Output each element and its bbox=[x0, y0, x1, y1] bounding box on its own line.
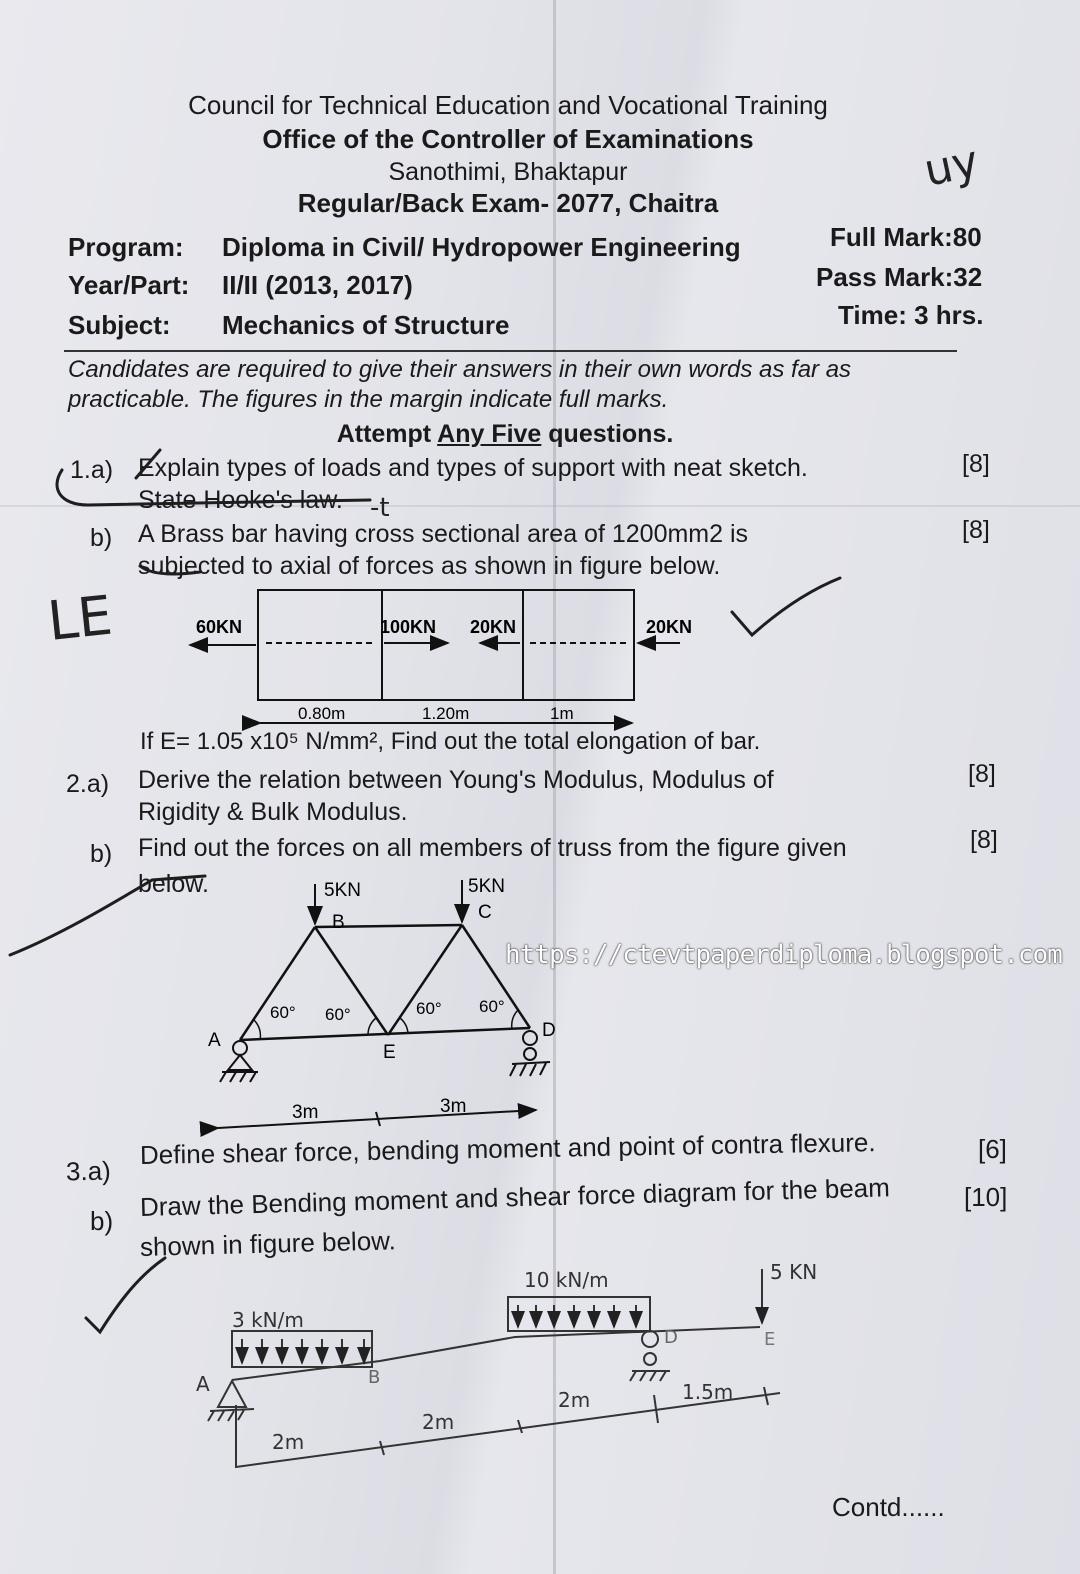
q2b-number: b) bbox=[90, 840, 113, 868]
angle-label: 60° bbox=[416, 999, 442, 1018]
q3b-text-1: Draw the Bending moment and shear force diagram for the beam bbox=[139, 1172, 891, 1222]
angle-label: 60° bbox=[325, 1005, 351, 1024]
force-label-20kn: 20KN bbox=[470, 617, 517, 637]
point-load-label: 5 KN bbox=[770, 1260, 818, 1284]
pen-tick bbox=[732, 578, 840, 635]
continued-note: Contd...... bbox=[832, 1492, 945, 1522]
span-label-2: 3m bbox=[440, 1096, 467, 1117]
udl-10knm-label: 10 kN/m bbox=[524, 1268, 609, 1292]
q1b-mark: [8] bbox=[962, 516, 990, 544]
node-label-b: B bbox=[332, 912, 345, 933]
pass-mark: Pass Mark:32 bbox=[816, 262, 983, 292]
node-label-e: E bbox=[764, 1329, 776, 1350]
year-label: Year/Part: bbox=[68, 270, 190, 300]
load-label-b: 5KN bbox=[324, 880, 361, 901]
q1b-text-1: A Brass bar having cross sectional area of 1200mm2 is bbox=[138, 520, 749, 548]
time-allowed: Time: 3 hrs. bbox=[838, 300, 984, 330]
span-label-4: 1.5m bbox=[682, 1380, 734, 1404]
q3a-text-1: Define shear force, bending moment and point of contra flexure. bbox=[139, 1127, 876, 1170]
load-label-c: 5KN bbox=[468, 876, 505, 897]
handwritten-initials: uy bbox=[919, 135, 984, 197]
watermark-url: https://ctevtpaperdiploma.blogspot.com bbox=[505, 940, 1062, 970]
span-label-1: 3m bbox=[292, 1102, 319, 1123]
instruction-line-1: Candidates are required to give their answers in their own words as far as bbox=[68, 356, 852, 383]
q1b-text-3: If E= 1.05 x10⁵ N/mm², Find out the total elongation of bar. bbox=[140, 728, 761, 755]
node-label-d: D bbox=[542, 1020, 556, 1041]
q2a-text-1: Derive the relation between Young's Modulus, Modulus of bbox=[138, 766, 774, 794]
q2a-text-2: Rigidity & Bulk Modulus. bbox=[138, 798, 408, 826]
q1b-text-2: subjected to axial of forces as shown in figure below. bbox=[138, 552, 721, 580]
force-label-100kn: 100KN bbox=[380, 617, 437, 637]
node-label-a: A bbox=[196, 1372, 210, 1396]
node-label-a: A bbox=[208, 1030, 221, 1051]
node-label-c: C bbox=[478, 902, 492, 923]
q1b-number: b) bbox=[90, 524, 113, 552]
program-value: Diploma in Civil/ Hydropower Engineering bbox=[222, 232, 741, 262]
year-value: II/II (2013, 2017) bbox=[222, 270, 413, 300]
program-label: Program: bbox=[68, 232, 184, 262]
q3b-text-2: shown in figure below. bbox=[139, 1225, 397, 1262]
q3b-mark: [10] bbox=[964, 1182, 1008, 1212]
span-label-1: 2m bbox=[272, 1430, 305, 1454]
dim-label-2: 1.20m bbox=[422, 704, 470, 723]
full-mark: Full Mark:80 bbox=[830, 222, 982, 252]
q1a-number: 1.a) bbox=[70, 456, 114, 484]
pen-underline bbox=[140, 566, 200, 574]
attempt-instruction: Attempt Any Five questions. bbox=[336, 420, 674, 448]
q3a-number: 3.a) bbox=[65, 1155, 112, 1187]
q2a-number: 2.a) bbox=[66, 770, 110, 798]
q2b-text-1: Find out the forces on all members of truss from the figure given bbox=[138, 834, 847, 862]
dim-label-1: 0.80m bbox=[298, 704, 346, 723]
instruction-line-2: practicable. The figures in the margin indicate full marks. bbox=[68, 386, 669, 413]
office-name: Office of the Controller of Examinations bbox=[262, 124, 754, 154]
span-label-2: 2m bbox=[422, 1410, 455, 1434]
handwritten-margin-note: LE bbox=[44, 583, 116, 653]
angle-label: 60° bbox=[479, 997, 505, 1016]
exam-name: Regular/Back Exam- 2077, Chaitra bbox=[297, 188, 719, 218]
pen-circle-q1 bbox=[57, 470, 370, 505]
q1a-mark: [8] bbox=[962, 450, 990, 478]
pen-tick-q3 bbox=[86, 1258, 165, 1332]
q1a-text-1: Explain types of loads and types of support with neat sketch. bbox=[138, 454, 808, 482]
council-name: Council for Technical Education and Vocational Training bbox=[188, 90, 828, 120]
node-label-b: B bbox=[368, 1367, 381, 1388]
q3a-mark: [6] bbox=[978, 1134, 1007, 1164]
q3b-number: b) bbox=[90, 1206, 114, 1236]
q1a-text-2: State Hooke's law. bbox=[138, 486, 343, 514]
pen-tick-q2 bbox=[10, 876, 205, 955]
span-label-3: 2m bbox=[558, 1388, 591, 1412]
q2b-text-2: below. bbox=[138, 870, 209, 898]
subject-value: Mechanics of Structure bbox=[222, 310, 510, 340]
force-label-20kn-right: 20KN bbox=[646, 617, 693, 637]
dim-label-3: 1m bbox=[550, 704, 574, 723]
pen-slash bbox=[136, 450, 160, 478]
node-label-d: D bbox=[664, 1327, 678, 1348]
handwritten-mark: -t bbox=[370, 493, 390, 523]
q2a-mark: [8] bbox=[968, 760, 996, 788]
node-label-e: E bbox=[383, 1042, 396, 1063]
udl-3knm-label: 3 kN/m bbox=[232, 1308, 304, 1332]
subject-label: Subject: bbox=[68, 310, 171, 340]
force-label-60kn: 60KN bbox=[196, 617, 243, 637]
office-address: Sanothimi, Bhaktapur bbox=[388, 158, 628, 186]
q2b-mark: [8] bbox=[970, 826, 998, 854]
angle-label: 60° bbox=[270, 1003, 296, 1022]
